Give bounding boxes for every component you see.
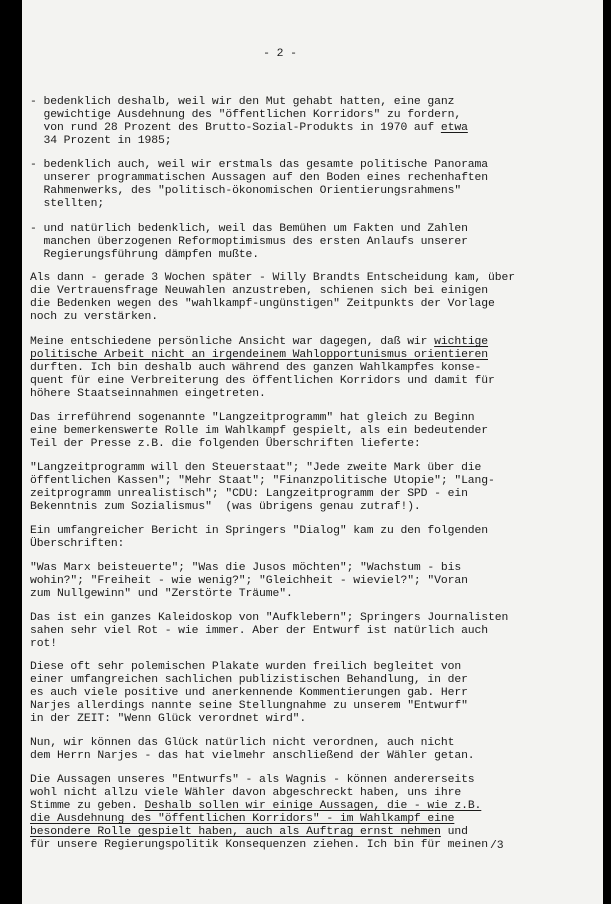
text-line: Stimme zu geben. Deshalb sollen wir einige Aussagen, die - wie z.B. — [30, 800, 482, 812]
text-line: - bedenklich auch, weil wir erstmals das gesamte politische Panorama — [30, 159, 489, 171]
text-line: für unsere Regierungspolitik Konsequenzen ziehen. Ich bin für meinen — [30, 839, 489, 851]
text-line: quent für eine Verbreiterung des öffentlichen Korridors und damit für — [30, 375, 495, 387]
text-line: Nun, wir können das Glück natürlich nicht verordnen, auch nicht — [30, 737, 455, 749]
text-line: öffentlichen Kassen"; "Mehr Staat"; "Finanzpolitische Utopie"; "Lang- — [30, 475, 495, 487]
text-line: Rahmenwerks, des "politisch-ökonomischen Orientierungsrahmens" — [30, 185, 462, 197]
text-line: durften. Ich bin deshalb auch während des ganzen Wahlkampfes konse- — [30, 362, 482, 374]
text-line: Das irreführend sogenannte "Langzeitprogramm" hat gleich zu Beginn — [30, 412, 475, 424]
text-line: 34 Prozent in 1985; — [30, 135, 172, 147]
page-number: - 2 - — [263, 48, 297, 60]
scan-edge — [13, 0, 22, 904]
text-line: eine bemerkenswerte Rolle im Wahlkampf gespielt, als ein bedeutender — [30, 425, 489, 437]
text-line: es auch viele positive und anerkennende Kommentierungen gab. Herr — [30, 687, 468, 699]
text-line: Das ist ein ganzes Kaleidoskop von "Aufklebern"; Springers Journalisten — [30, 612, 509, 624]
text-line: unserer programmatischen Aussagen auf den Boden eines rechenhaften — [30, 172, 489, 184]
text-line: dem Herrn Narjes - das hat vielmehr anschließend der Wähler getan. — [30, 750, 475, 762]
text-line: wohin?"; "Freiheit - wie wenig?"; "Gleichheit - wieviel?"; "Voran — [30, 575, 468, 587]
text-line: - und natürlich bedenklich, weil das Bemühen um Fakten und Zahlen — [30, 223, 468, 235]
text-line: die Bedenken wegen des "wahlkampf-ungünstigen" Zeitpunkts der Vorlage — [30, 298, 495, 310]
text-line: einer umfangreichen sachlichen publizistischen Behandlung, in der — [30, 674, 468, 686]
text-line: gewichtige Ausdehnung des "öffentlichen Korridors" zu fordern, — [30, 109, 462, 121]
text-line: Ein umfangreicher Bericht in Springers "Dialog" kam zu den folgenden — [30, 525, 489, 537]
text-line: Narjes allerdings nannte seine Stellungnahme zu unserem "Entwurf" — [30, 700, 468, 712]
text-line: Diese oft sehr polemischen Plakate wurden freilich begleitet von — [30, 661, 462, 673]
document-page — [13, 0, 603, 904]
text-line: höhere Staatseinnahmen eingetreten. — [30, 388, 266, 400]
text-line: rot! — [30, 638, 57, 650]
text-line: "Was Marx beisteuerte"; "Was die Jusos möchten"; "Wachstum - bis — [30, 562, 462, 574]
text-line: noch zu verstärken. — [30, 311, 158, 323]
text-line: - bedenklich deshalb, weil wir den Mut gehabt hatten, eine ganz — [30, 96, 455, 108]
text-line: zum Nullgewinn" und "Zerstörte Träume". — [30, 588, 293, 600]
text-line: sahen sehr viel Rot - wie immer. Aber der Entwurf ist natürlich auch — [30, 625, 489, 637]
text-line: politische Arbeit nicht an irgendeinem Wahlopportunismus orientieren — [30, 349, 489, 361]
continuation-marker: /3 — [490, 840, 504, 852]
text-line: die Ausdehnung des "öffentlichen Korridors" - im Wahlkampf eine — [30, 813, 455, 825]
text-line: Als dann - gerade 3 Wochen später - Willy Brandts Entscheidung kam, über — [30, 272, 515, 284]
text-line: zeitprogramm unrealistisch"; "CDU: Langzeitprogramm der SPD - ein — [30, 488, 468, 500]
text-line: Überschriften: — [30, 538, 125, 550]
text-line: "Langzeitprogramm will den Steuerstaat"; "Jede zweite Mark über die — [30, 462, 482, 474]
text-line: die Vertrauensfrage Neuwahlen anzustreben, schienen sich bei einigen — [30, 285, 489, 297]
text-line: von rund 28 Prozent des Brutto-Sozial-Produkts in 1970 auf etwa — [30, 122, 468, 134]
text-line: Bekenntnis zum Sozialismus" (was übrigens genau zutraf!). — [30, 501, 421, 513]
text-line: manchen überzogenen Reformoptimismus des ersten Anlaufs unserer — [30, 236, 468, 248]
text-line: Meine entschiedene persönliche Ansicht war dagegen, daß wir wichtige — [30, 336, 489, 348]
text-line: wohl nicht allzu viele Wähler davon abgeschreckt haben, uns ihre — [30, 787, 462, 799]
text-line: in der ZEIT: "Wenn Glück verordnet wird". — [30, 713, 307, 725]
text-line: Die Aussagen unseres "Entwurfs" - als Wagnis - können andererseits — [30, 774, 475, 786]
text-line: Regierungsführung dämpfen mußte. — [30, 249, 260, 261]
text-line: stellten; — [30, 198, 105, 210]
text-line: besondere Rolle gespielt haben, auch als Auftrag ernst nehmen und — [30, 826, 468, 838]
text-line: Teil der Presse z.B. die folgenden Überschriften lieferte: — [30, 438, 421, 450]
